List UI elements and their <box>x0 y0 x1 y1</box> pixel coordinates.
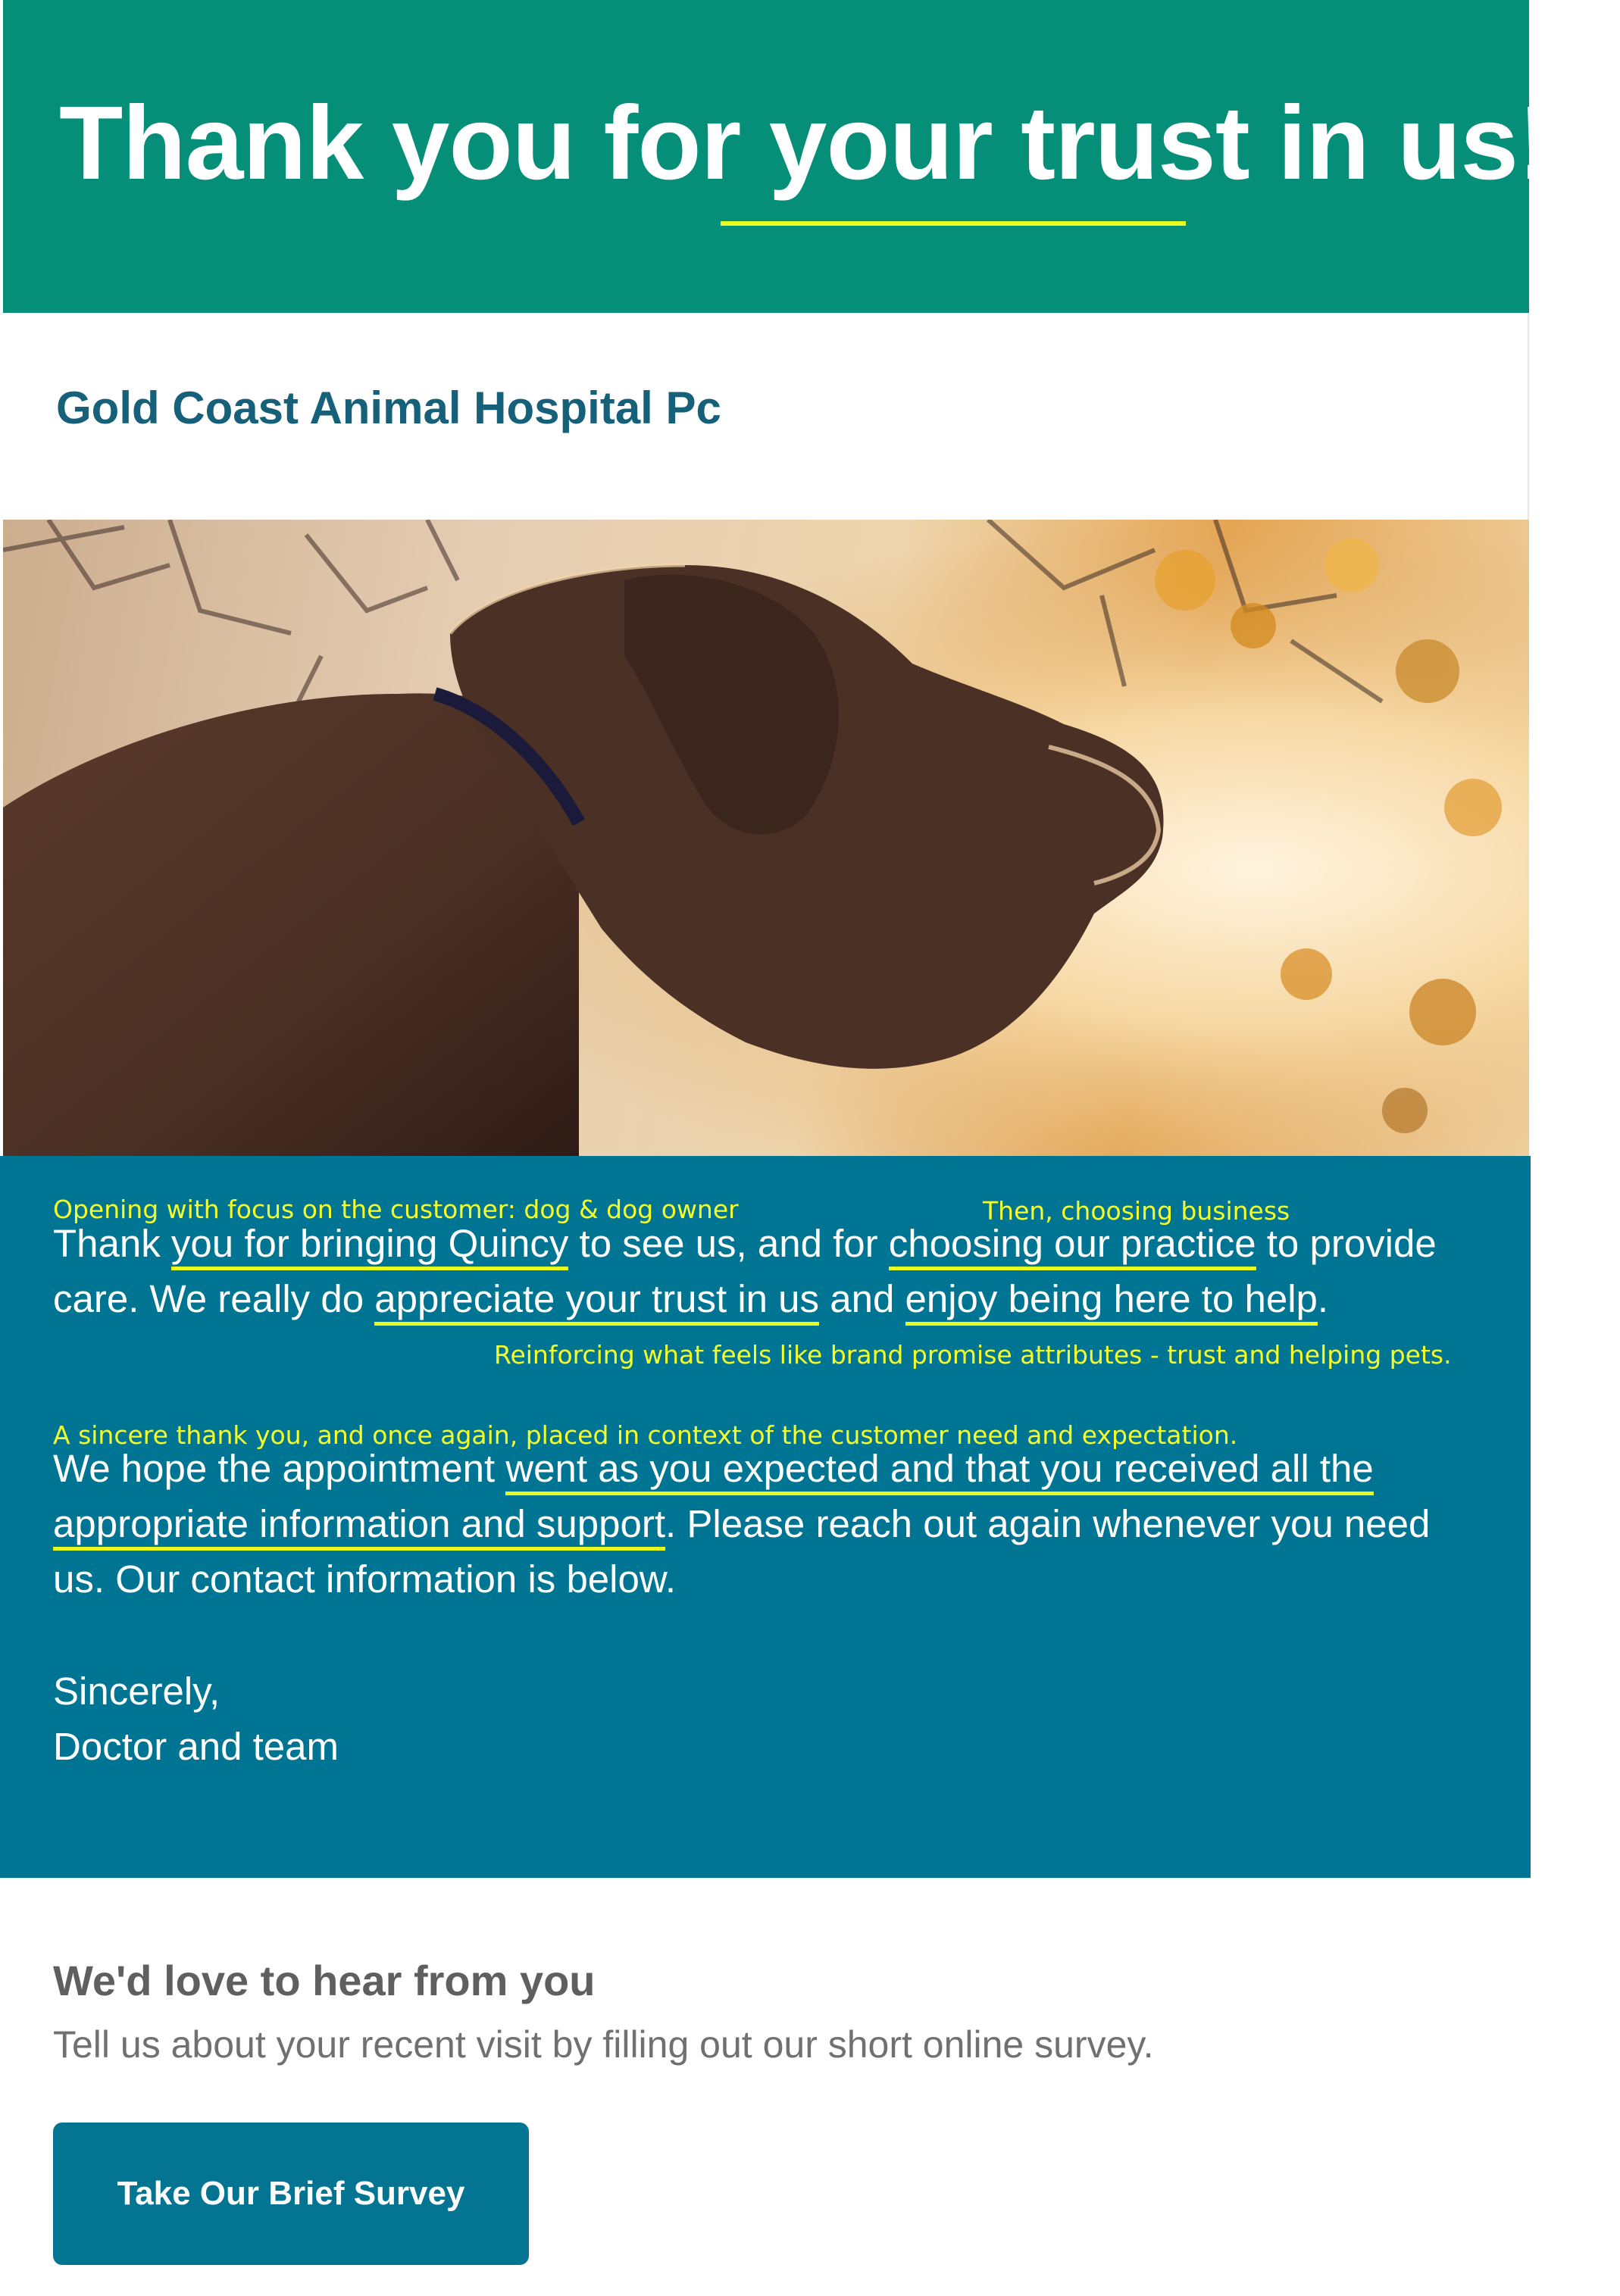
highlighted-phrase: went as you expected and that you received all the appropriate information and support <box>53 1447 1374 1551</box>
text-segment: . <box>1317 1277 1329 1320</box>
title-highlight-underline <box>721 221 1186 226</box>
annotation-customer-focus: Opening with focus on the customer: dog & dog owner <box>53 1195 739 1224</box>
text-segment: and <box>819 1277 905 1320</box>
take-survey-button[interactable]: Take Our Brief Survey <box>53 2123 529 2265</box>
annotation-choosing-business: Then, choosing business <box>983 1196 1290 1226</box>
highlighted-phrase: appreciate your trust in us <box>374 1277 819 1326</box>
organization-name: Gold Coast Animal Hospital Pc <box>56 383 721 433</box>
dog-illustration <box>3 520 1529 1156</box>
highlighted-phrase: you for bringing Quincy <box>171 1222 568 1270</box>
closing-text: Sincerely, <box>53 1670 220 1713</box>
survey-heading: We'd love to hear from you <box>53 1957 596 2004</box>
message-signoff <box>53 1663 1478 1774</box>
organization-band <box>3 313 1529 520</box>
highlighted-phrase: enjoy being here to help <box>905 1277 1318 1326</box>
message-paragraph-2 <box>53 1441 1478 1607</box>
highlighted-phrase: choosing our practice <box>889 1222 1256 1270</box>
dog-photo <box>3 520 1529 1156</box>
annotation-sincere-thanks: A sincere thank you, and once again, placed in context of the customer need and expectation. <box>53 1420 1238 1450</box>
survey-description: Tell us about your recent visit by filling out our short online survey. <box>53 2023 1154 2066</box>
annotation-brand-promise: Reinforcing what feels like brand promise attributes - trust and helping pets. <box>494 1340 1452 1370</box>
text-segment: We hope the appointment <box>53 1447 506 1490</box>
signature-text: Doctor and team <box>53 1725 339 1768</box>
text-segment: . Please reach out again whenever you need us. Our contact information is below. <box>53 1502 1431 1601</box>
message-paragraph-1 <box>53 1216 1478 1326</box>
text-segment: to see us, and for <box>568 1222 889 1265</box>
text-segment: Thank <box>53 1222 171 1265</box>
text-segment: to provide care. We really do <box>53 1222 1437 1320</box>
page-title: Thank you for your trust in us! <box>59 85 1553 201</box>
header-banner <box>3 0 1553 313</box>
